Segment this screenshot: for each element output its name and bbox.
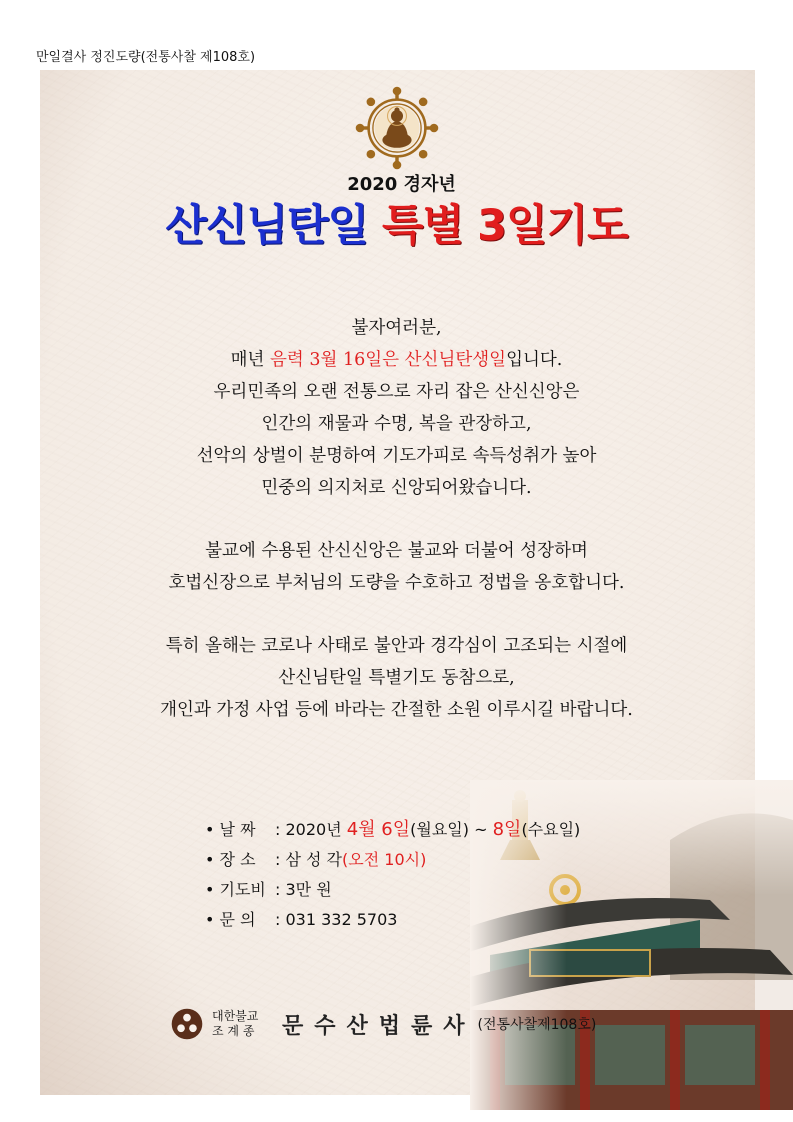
- body-line5: 선악의 상벌이 분명하여 기도가피로 속득성취가 높아: [196, 446, 597, 466]
- place-time: (오전 10시): [342, 850, 427, 869]
- jogye-order-emblem-icon: [170, 1007, 204, 1041]
- footer: [170, 1004, 596, 1044]
- body-line10: 산신님탄일 특별기도 동참으로,: [278, 668, 515, 688]
- subtitle: 2020 경자년: [347, 174, 456, 195]
- body-line2-highlight: 음력 3월 16일은 산신님탄생일: [270, 350, 507, 370]
- body-line2-pre: 매년: [230, 350, 271, 370]
- event-details: [205, 815, 580, 935]
- body-line: [60, 344, 733, 376]
- order-name: [212, 1009, 270, 1039]
- detail-row-place: [205, 845, 580, 875]
- body-line6: 민중의 의지처로 신앙되어왔습니다.: [261, 478, 532, 498]
- contact-label: • 문 의: [205, 910, 256, 929]
- body-line2-post: 입니다.: [506, 350, 563, 370]
- temple-registration: (전통사찰제108호): [477, 1017, 597, 1033]
- body-line8: 호법신장으로 부처님의 도량을 수호하고 정법을 옹호합니다.: [168, 573, 625, 593]
- detail-row-fee: [205, 875, 580, 905]
- order-line2: 조 계 종: [212, 1024, 255, 1038]
- fee-label: • 기도비: [205, 880, 266, 899]
- date-start: 4월 6일: [346, 819, 411, 840]
- detail-row-contact: [205, 905, 580, 935]
- body-line7: 불교에 수용된 산신신앙은 불교와 더불어 성장하며: [205, 541, 588, 561]
- title-part2: 특별 3일기도: [382, 201, 628, 251]
- body-line4: 인간의 재물과 수명, 복을 관장하고,: [261, 414, 532, 434]
- date-suffix: (수요일): [521, 820, 581, 839]
- header-note: 만일결사 정진도량(전통사찰 제108호): [36, 50, 256, 65]
- body-line9: 특히 올해는 코로나 사태로 불안과 경각심이 고조되는 시절에: [165, 636, 628, 656]
- contact-value: : 031 332 5703: [275, 910, 398, 929]
- body-greeting: 불자여러분,: [351, 318, 442, 338]
- order-line1: 대한불교: [212, 1009, 259, 1023]
- dharma-wheel-buddha-icon: [354, 85, 440, 171]
- page-title: [0, 192, 793, 253]
- place-label: • 장 소: [205, 850, 256, 869]
- title-part1: 산신님탄일: [165, 201, 369, 251]
- date-prefix: : 2020년: [275, 820, 347, 839]
- body-line11: 개인과 가정 사업 등에 바라는 간절한 소원 이루시길 바랍니다.: [160, 700, 633, 720]
- paragraph-gap: [60, 599, 733, 630]
- paragraph-gap: [60, 504, 733, 535]
- body-text: [60, 312, 733, 726]
- detail-row-date: [205, 815, 580, 845]
- date-label: • 날 짜: [205, 820, 256, 839]
- temple-name: 문수산법륜사: [282, 1012, 476, 1039]
- place-value: : 삼 성 각: [275, 850, 343, 869]
- date-mid: (월요일) ~: [410, 820, 493, 839]
- date-end: 8일: [492, 819, 522, 840]
- body-line3: 우리민족의 오랜 전통으로 자리 잡은 산신신앙은: [213, 382, 580, 402]
- fee-value: : 3만 원: [275, 880, 332, 899]
